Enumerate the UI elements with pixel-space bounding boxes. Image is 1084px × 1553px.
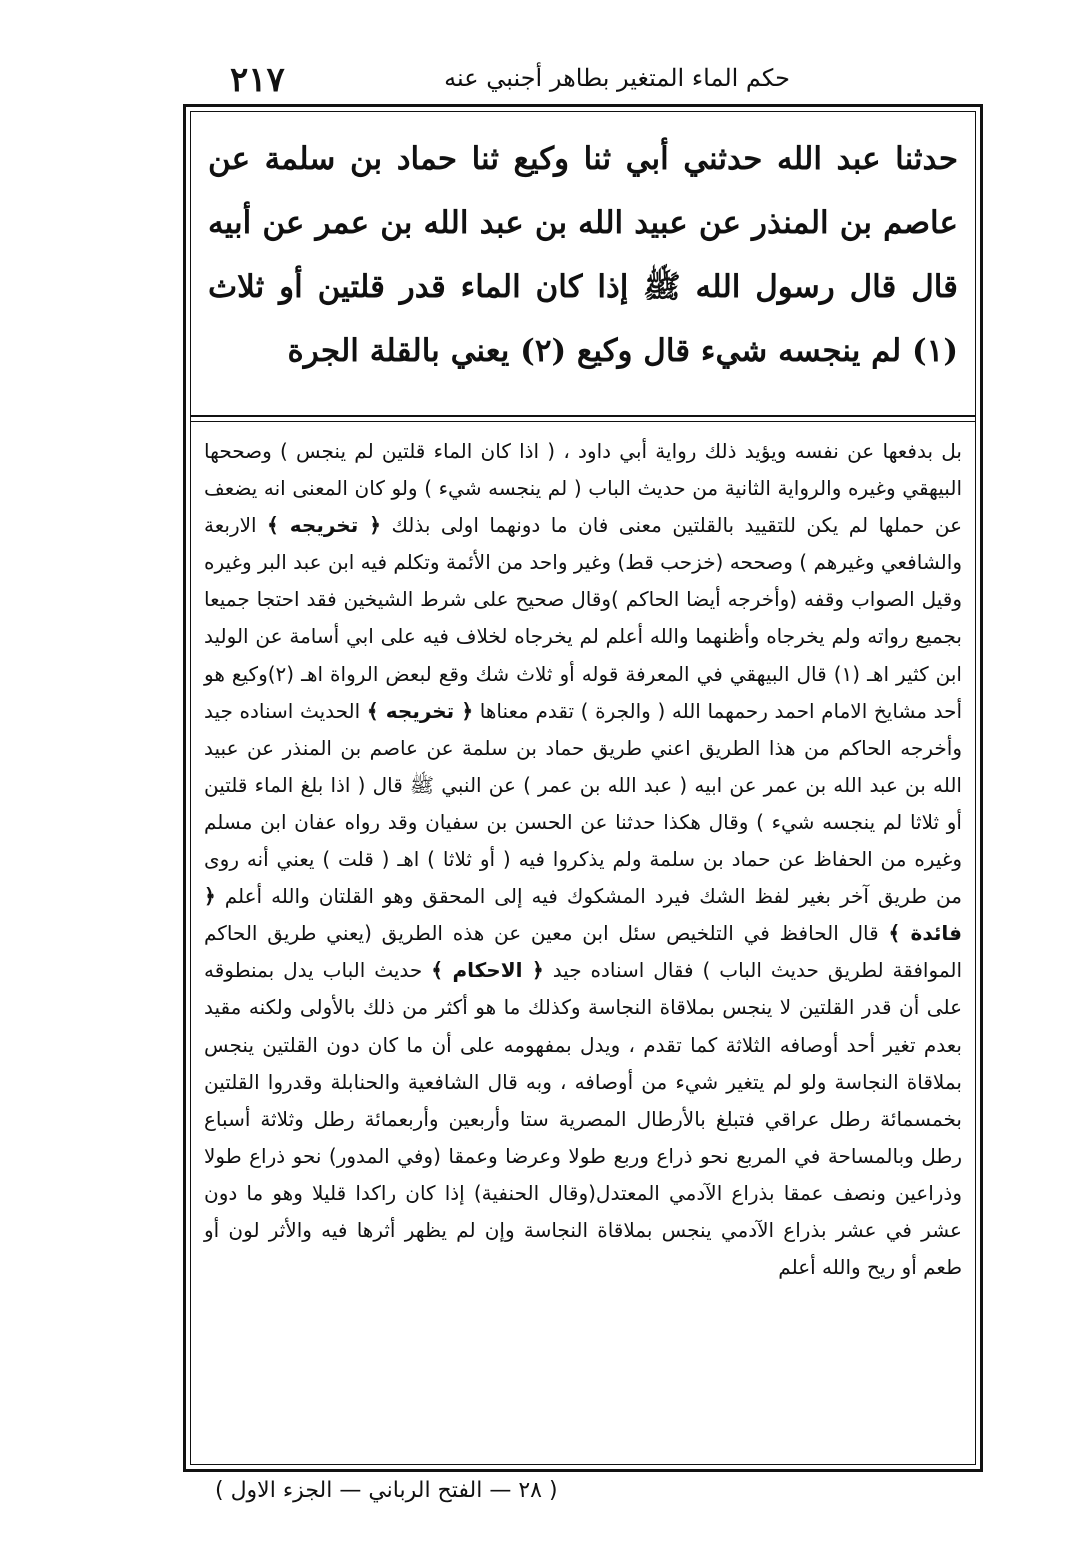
page-frame (183, 104, 983, 1472)
section-heading-faida: ﴿ فائدة ﴾ (204, 884, 963, 946)
section-heading-ahkam: ﴿ الاحكام ﴾ (431, 958, 544, 983)
page-header (190, 60, 990, 104)
section-divider (190, 415, 976, 422)
commentary-text-1: بل بدفعها عن نفسه ويؤيد ذلك رواية أبي داود ، ( اذا كان الماء قلتين لم ينجس ) وصححها البيهقي وغيره والرواية الثانية من حديث الباب ( لم ينجسه شيء ) ولو كان المعنى انه يضعف عن حملها لم يكن للتقييد بالقلتين معنى فان ما دونهما اولى بذلك (204, 439, 963, 538)
section-heading-takhrij-1: ﴿ تخريجه ﴾ (267, 513, 381, 538)
hadith-main-text: حدثنا عبد الله حدثني أبي ثنا وكيع ثنا حماد بن سلمة عن عاصم بن المنذر عن عبيد الله بن عبد الله بن عمر عن أبيه قال قال رسول الله ﷺ إذا كان الماء قدر قلتين أو ثلاث (١) لم ينجسه شيء قال وكيع (٢) يعني بالقلة الجرة (208, 141, 958, 369)
commentary-text-4: قال الحافظ في التلخيص سئل ابن معين عن هذه الطريق (يعني طريق الحاكم الموافقة لطريق حديث الباب ) فقال اسناده جيد (204, 921, 963, 983)
commentary-paragraph (204, 433, 962, 1286)
page-number: ٢١٧ (230, 60, 285, 100)
running-title: حكم الماء المتغير بطاهر أجنبي عنه (444, 64, 790, 92)
commentary-text-2: الاربعة والشافعي وغيرهم ) وصححه (خزحب قط) وغير واحد من الأئمة وتكلم فيه ابن عبد البر وغيره وقيل الصواب وقفه (وأخرجه أيضا الحاكم )وقال صحيح على شرط الشيخين فقد احتجا جميعا بجميع رواته ولم يخرجاه وأظنهما والله أعلم لم يخرجاه لخلاف فيه على ابي أسامة عن الوليد ابن كثير اهـ (١) قال البيهقي في المعرفة قوله أو ثلاث شك وقع لبعض الرواة اهـ (٢)وكيع هو أحد مشايخ الامام احمد رحمهما الله ( والجرة ) تقدم معناها (204, 513, 963, 723)
commentary-text-5: حديث الباب يدل بمنطوقه على أن قدر القلتين لا ينجس بملاقاة النجاسة وكذلك ما هو أكثر من ذلك بالأولى ولكنه مقيد بعدم تغير أحد أوصافه الثلاثة كما تقدم ، ويدل بمفهومه على أن ما كان دون القلتين ينجس بملاقاة النجاسة ولو لم يتغير شيء من أوصافه ، وبه قال الشافعية والحنابلة وقدروا القلتين بخمسمائة رطل عراقي فتبلغ بالأرطال المصرية ستا وأربعين وأربعمائة رطل وثلاثة أسباع رطل وبالمساحة في المربع نحو ذراع وربع طولا وعرضا وعمقا (وفي المدور) نحو ذراع طولا وذراعين ونصف عمقا بذراع الآدمي المعتدل(وقال الحنفية) إذا كان راكدا قليلا وهو ما دون عشر في عشر بذراع الآدمي ينجس بملاقاة النجاسة وإن لم يظهر أثرها فيه والأثر لون أو طعم أو ريح والله أعلم (204, 958, 962, 1280)
section-heading-takhrij-2: ﴿ تخريجه ﴾ (366, 698, 474, 723)
commentary-block (204, 433, 962, 1457)
commentary-text-3: الحديث اسناده جيد وأخرجه الحاكم من هذا الطريق اعني طريق حماد بن سلمة عن عاصم بن المنذر عن عبيد الله بن عبد الله بن عمر عن ابيه ( عبد الله بن عمر ) عن النبي ﷺ قال ( اذا بلغ الماء قلتين أو ثلاثا لم ينجسه شيء ) وقال هكذا حدثنا عن الحسن بن سفيان وقد رواه عفان ابن مسلم وغيره من الحفاظ عن حماد بن سلمة ولم يذكروا فيه ( أو ثلاثا ) اهـ ( قلت ) يعني أنه روى من طريق آخر بغير لفظ الشك فيرد المشكوك فيه إلى المحقق وهو القلتان والله أعلم (204, 698, 962, 909)
page-footer: ( ٢٨ — الفتح الرباني — الجزء الاول ) (215, 1478, 558, 1503)
